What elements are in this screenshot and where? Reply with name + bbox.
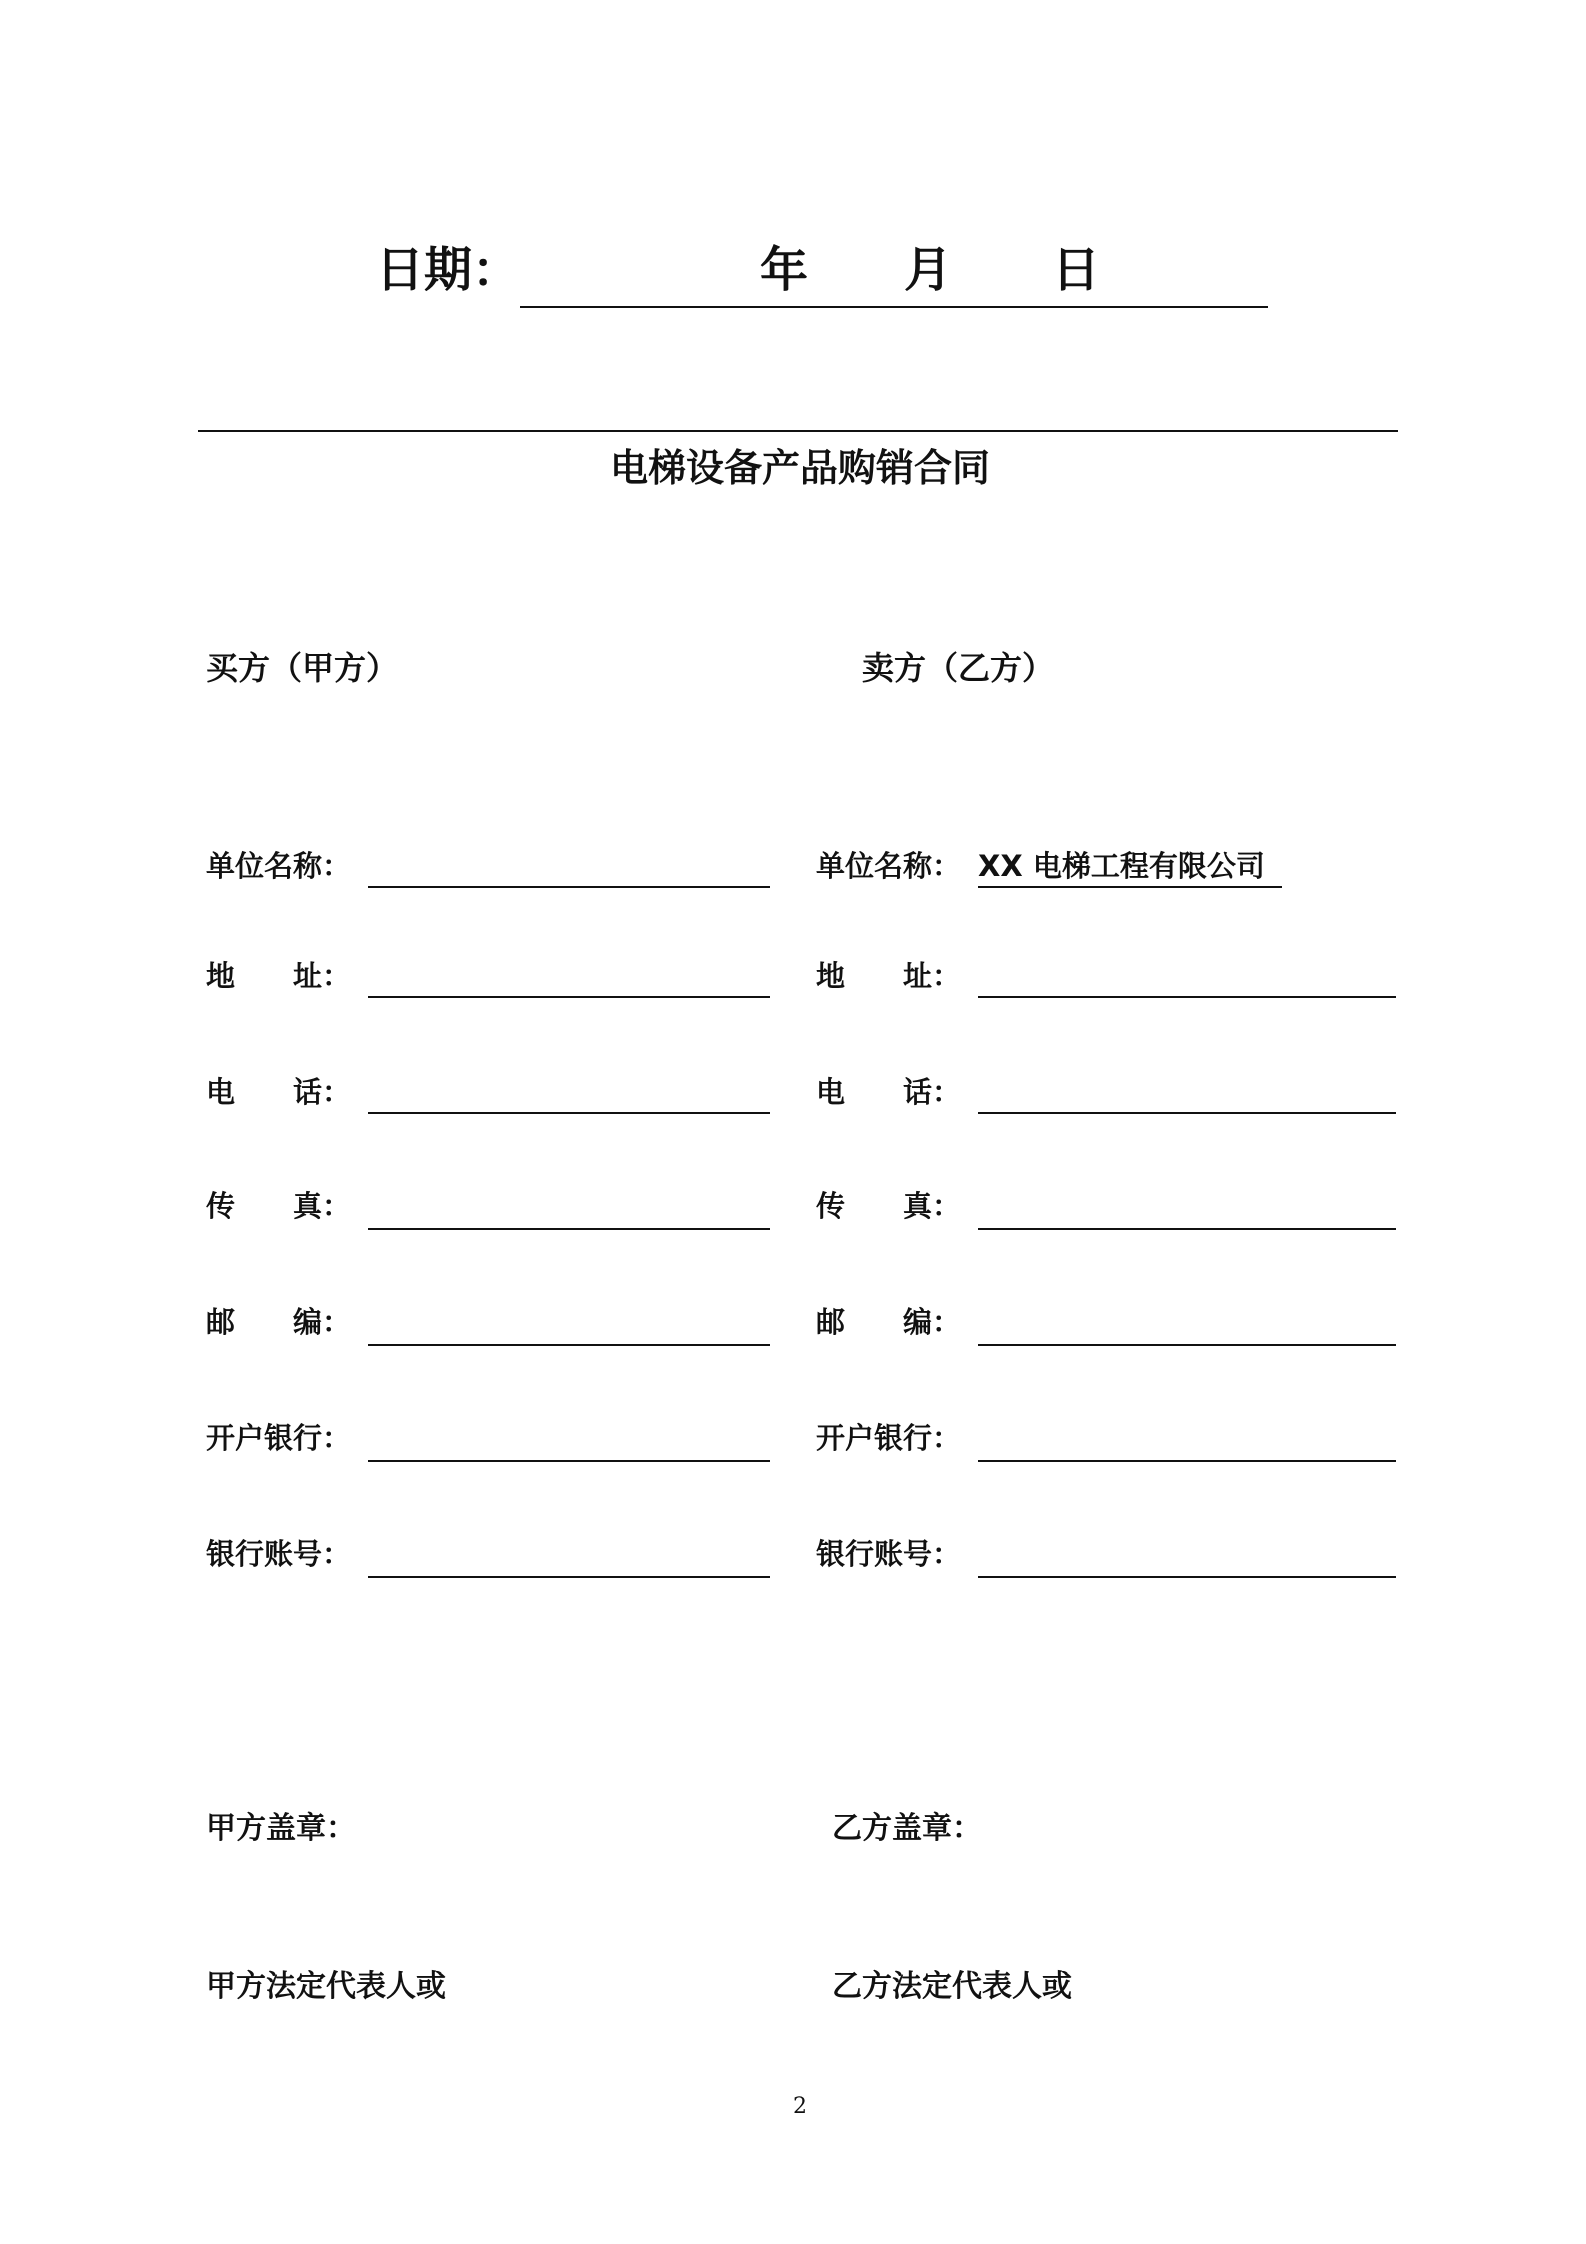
seller-bank-field[interactable] [978, 1460, 1396, 1462]
buyer-account-label: 银行账号： [206, 1537, 352, 1571]
buyer-company-name-field[interactable] [368, 886, 770, 888]
buyer-postcode-field[interactable] [368, 1344, 770, 1346]
date-input-line[interactable] [520, 306, 1268, 308]
seller-company-name-field[interactable] [978, 886, 1282, 888]
buyer-postcode-label: 邮 编： [206, 1305, 352, 1339]
seller-fax-field[interactable] [978, 1228, 1396, 1230]
buyer-bank-field[interactable] [368, 1460, 770, 1462]
seller-postcode-field[interactable] [978, 1344, 1396, 1346]
seller-seal-label: 乙方盖章： [832, 1811, 982, 1846]
seller-representative-label: 乙方法定代表人或 [832, 1969, 1072, 2004]
seller-phone-field[interactable] [978, 1112, 1396, 1114]
buyer-address-label: 地 址： [206, 959, 352, 993]
date-label: 日期： [376, 242, 521, 298]
seller-heading: 卖方（乙方） [862, 649, 1055, 687]
seller-company-name-value: XX 电梯工程有限公司 [978, 849, 1265, 883]
buyer-representative-label: 甲方法定代表人或 [206, 1969, 446, 2004]
seller-address-field[interactable] [978, 996, 1396, 998]
seller-account-field[interactable] [978, 1576, 1396, 1578]
document-title: 电梯设备产品购销合同 [609, 446, 990, 490]
buyer-address-field[interactable] [368, 996, 770, 998]
seller-bank-label: 开户银行： [816, 1421, 962, 1455]
buyer-company-name-label: 单位名称： [206, 849, 352, 883]
title-divider [198, 430, 1398, 432]
seller-phone-label: 电 话： [816, 1075, 962, 1109]
buyer-phone-field[interactable] [368, 1112, 770, 1114]
page-number: 2 [793, 2094, 807, 2119]
buyer-seal-label: 甲方盖章： [206, 1811, 356, 1846]
seller-account-label: 银行账号： [816, 1537, 962, 1571]
seller-postcode-label: 邮 编： [816, 1305, 962, 1339]
buyer-fax-label: 传 真： [206, 1189, 352, 1223]
seller-fax-label: 传 真： [816, 1189, 962, 1223]
buyer-heading: 买方（甲方） [206, 649, 399, 687]
buyer-bank-label: 开户银行： [206, 1421, 352, 1455]
date-month-unit: 月 [904, 242, 953, 298]
date-day-unit: 日 [1052, 242, 1101, 298]
date-year-unit: 年 [760, 242, 809, 298]
seller-address-label: 地 址： [816, 959, 962, 993]
buyer-fax-field[interactable] [368, 1228, 770, 1230]
buyer-account-field[interactable] [368, 1576, 770, 1578]
seller-company-name-label: 单位名称： [816, 849, 962, 883]
buyer-phone-label: 电 话： [206, 1075, 352, 1109]
